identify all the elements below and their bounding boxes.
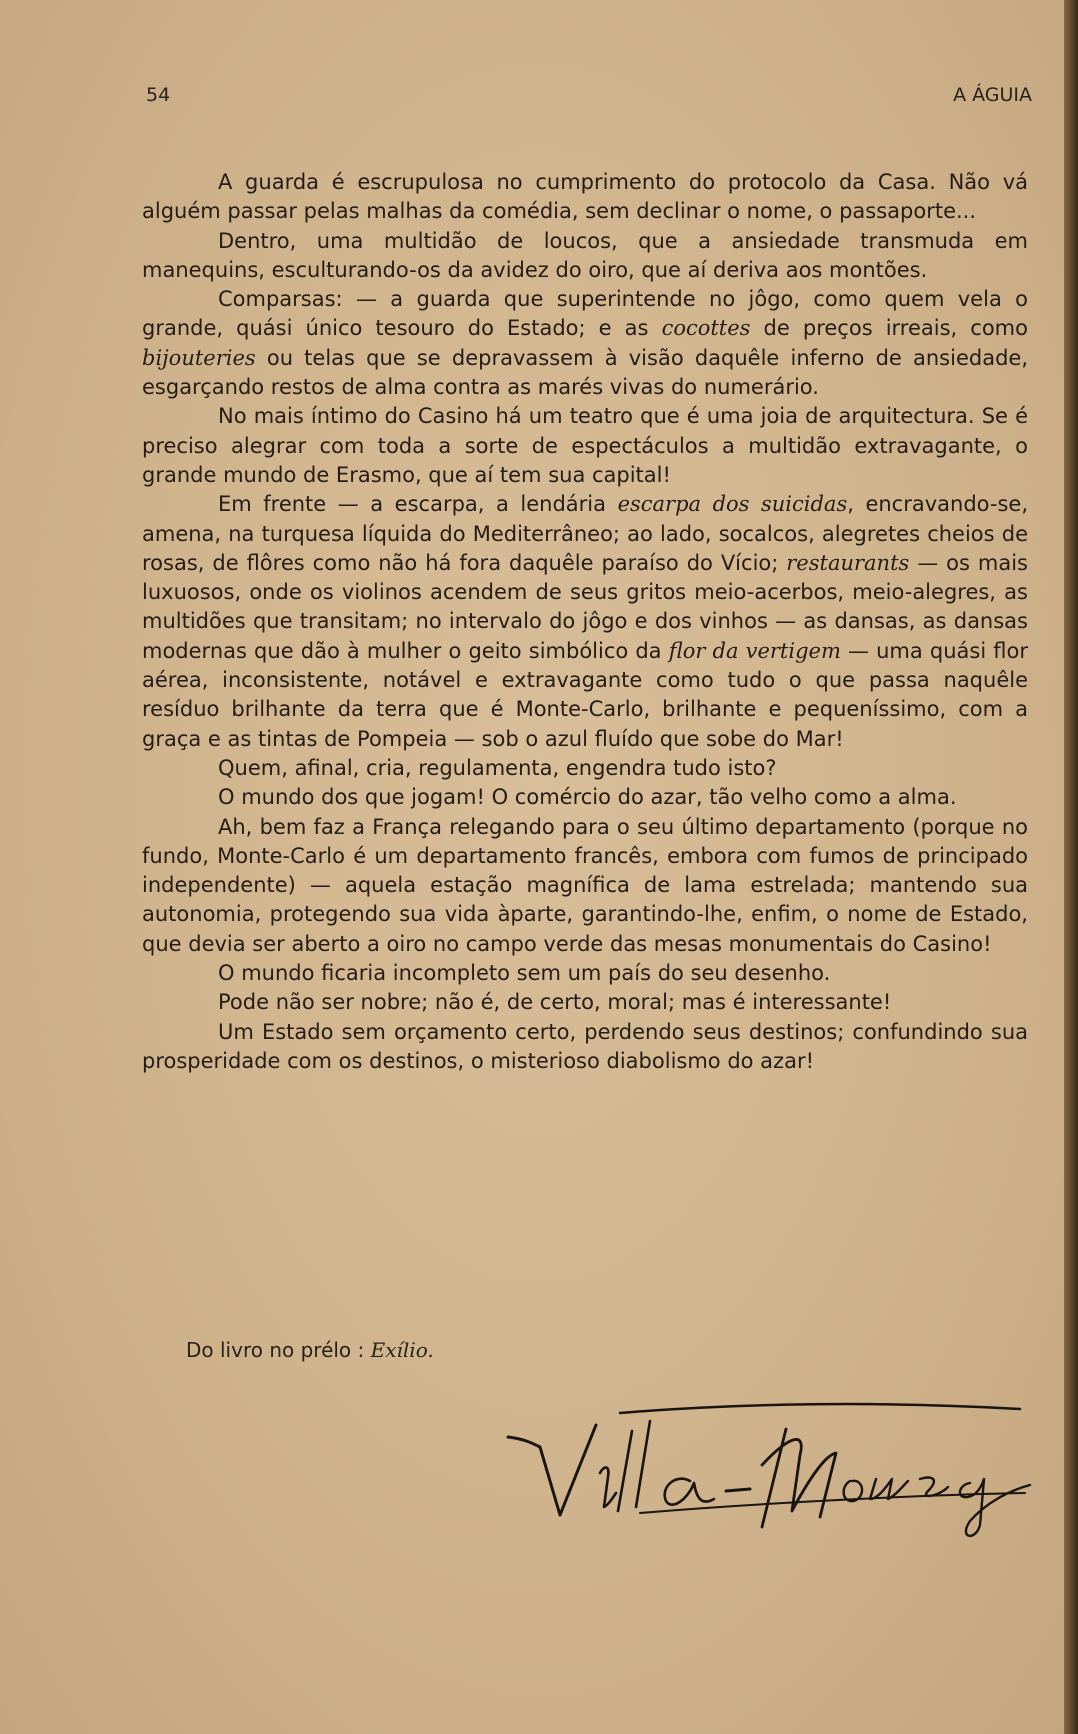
text-run: de preços irreais, como — [750, 316, 1028, 341]
source-label: Do livro no prélo : — [186, 1338, 371, 1362]
italic-term: bijouteries — [142, 345, 256, 370]
italic-term: flor da vertigem — [668, 638, 841, 663]
paragraph — [142, 490, 1028, 754]
source-note — [186, 1338, 434, 1362]
paragraph: Ah, bem faz a França relegando para o seu último departamento (porque no fundo, Monte-Carlo é um departamento francês, embora com fumos de principado independente) — aquela estação magnífica de lama estrelada; mantendo sua autonomia, protegendo sua vida àparte, garantindo-lhe, enfim, o nome de Estado, que devia ser aberto a oiro no campo verde das mesas monumentais do Casino! — [142, 814, 1028, 956]
text-run: ou telas que se depravassem à visão daquêle inferno de ansiedade, esgarçando restos de alma contra as marés vivas do numerário. — [142, 345, 1028, 400]
article-body — [142, 168, 1028, 1076]
italic-term: restaurants — [786, 550, 910, 575]
paragraph: O mundo ficaria incompleto sem um país do seu desenho. — [218, 961, 831, 986]
italic-term: escarpa dos suicidas — [617, 492, 848, 517]
paragraph: Dentro, uma multidão de loucos, que a ansiedade transmuda em manequins, esculturando-os da avidez do oiro, que aí deriva aos montões. — [142, 228, 1028, 282]
paragraph: Pode não ser nobre; não é, de certo, moral; mas é interessante! — [218, 990, 892, 1015]
paragraph: No mais íntimo do Casino há um teatro que é uma joia de arquitectura. Se é preciso alegrar com toda a sorte de espectáculos a multidão extravagante, o grande mundo de Erasmo, que aí tem sua capital! — [142, 404, 1028, 487]
journal-title: A ÁGUIA — [953, 84, 1032, 106]
text-run: Comparsas: — a guarda que superintende no jôgo, como quem vela o grande, quási único tesouro do Estado; e as — [142, 287, 1028, 341]
paragraph: A guarda é escrupulosa no cumprimento do protocolo da Casa. Não vá alguém passar pelas malhas da comédia, sem declinar o nome, o passaporte... — [142, 170, 1028, 224]
handwritten-signature — [500, 1395, 1040, 1545]
paragraph — [142, 285, 1028, 402]
text-run: — os mais luxuosos, onde os violinos acendem de seus gritos meio-acerbos, meio-alegres, as multidões que transitam; no intervalo do jôgo e dos vinhos — as dansas, as dansas modernas que dão à mulher o geito simbólico da — [142, 550, 1028, 663]
italic-term: cocottes — [661, 316, 751, 341]
page-number: 54 — [146, 84, 171, 106]
source-title: Exílio. — [370, 1338, 434, 1362]
paragraph: Quem, afinal, cria, regulamenta, engendra tudo isto? — [218, 755, 777, 780]
text-run: Em frente — a escarpa, a lendária — [218, 492, 618, 517]
running-header — [146, 84, 1032, 106]
paragraph: O mundo dos que jogam! O comércio do azar, tão velho como a alma. — [218, 785, 957, 810]
text-run: , encravando-se, amena, na turquesa líquida do Mediterrâneo; ao lado, socalcos, alegretes cheios de rosas, de flôres como não há fora daquêle paraíso do Vício; — [142, 492, 1029, 575]
text-run: — uma quási flor aérea, inconsistente, notável e extravagante como tudo o que passa naquêle resíduo brilhante da terra que é Monte-Carlo, brilhante e pequeníssimo, com a graça e as tintas de Pompeia — sob o azul fluído que sobe do Mar! — [142, 638, 1028, 751]
paragraph: Um Estado sem orçamento certo, perdendo seus destinos; confundindo sua prosperidade com os destinos, o misterioso diabolismo do azar! — [142, 1019, 1028, 1073]
page-edge — [1064, 0, 1078, 1734]
